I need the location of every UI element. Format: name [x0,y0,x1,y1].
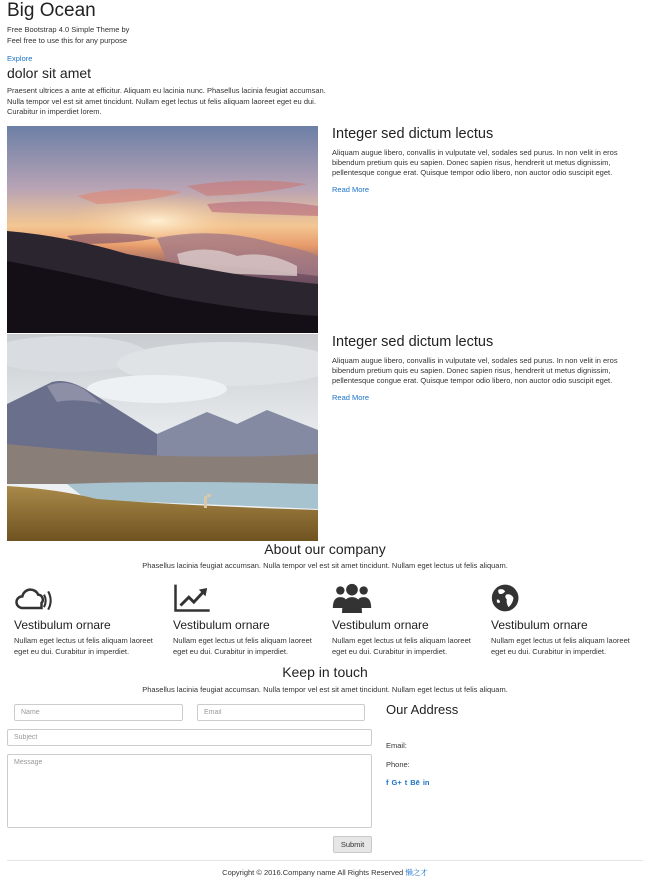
read-more-link[interactable]: Read More [332,185,370,194]
address-phone-label: Phone: [386,760,410,769]
message-textarea[interactable] [7,754,372,828]
users-icon [332,580,372,616]
sunset-mountain-image [7,126,318,333]
google-plus-icon[interactable]: G+ [391,778,402,787]
line-chart-icon [173,580,213,616]
tagline-line-1: Free Bootstrap 4.0 Simple Theme by [7,25,130,34]
service-title: Vestibulum ornare [14,618,111,632]
service-text: Nullam eget lectus ut felis aliquam laoreet eget eu dui. Curabitur in imperdiet. [173,636,312,656]
site-brand: Big Ocean [7,0,96,21]
social-links [386,778,429,788]
service-card [173,580,323,657]
intro-text: Praesent ultrices a ante at efficitur. Aliquam eu lacinia nunc. Phasellus lacinia feugiat accumsan. Nulla tempor vel est sit amet tincidunt. Nullam eget lectus ut felis aliquam laoreet eget eu dui. Curabitur in imperdiet lorem. [7,86,326,116]
twitter-icon[interactable]: t [404,778,408,787]
contact-subtitle: Phasellus lacinia feugiat accumsan. Nulla tempor vel est sit amet tincidunt. Nullam eget lectus ut felis aliquam. [142,685,508,694]
footer-link[interactable]: 懒之才 [405,868,428,877]
linkedin-icon[interactable]: in [422,778,430,787]
feature-block-1 [332,125,622,196]
globe-icon [491,580,531,616]
service-text: Nullam eget lectus ut felis aliquam laoreet eget eu dui. Curabitur in imperdiet. [491,636,630,656]
feature-title: Integer sed dictum lectus [332,126,494,142]
sunset-mountain-illustration [7,126,318,333]
footer [0,868,650,879]
service-card [332,580,482,657]
service-title: Vestibulum ornare [491,618,588,632]
facebook-icon[interactable]: f [386,778,389,787]
mountain-lake-image [7,334,318,541]
tagline-line-2: Feel free to use this for any purpose [7,36,128,45]
subject-input[interactable] [7,729,372,746]
service-card [14,580,164,657]
feature-block-2 [332,333,622,404]
read-more-link[interactable]: Read More [332,393,370,402]
service-text: Nullam eget lectus ut felis aliquam laoreet eget eu dui. Curabitur in imperdiet. [14,636,153,656]
behance-icon[interactable]: Bē [410,778,420,787]
intro-title: dolor sit amet [7,65,92,81]
service-card [491,580,641,657]
contact-title: Keep in touch [282,664,368,680]
address-email-label: Email: [386,741,407,750]
email-input[interactable] [197,704,365,721]
address-title: Our Address [386,702,459,717]
copyright-text: Copyright © 2016.Company name All Rights Reserved [222,868,404,877]
service-text: Nullam eget lectus ut felis aliquam laoreet eget eu dui. Curabitur in imperdiet. [332,636,471,656]
feature-text: Aliquam augue libero, convallis in vulputate vel, sodales sed purus. In non velit in eros bibendum pretium quis eu sapien. Donec sapien risus, hendrerit ut metus dignissim, pellentesque congue erat. Quisque tempor odio libero, non auctor odio suscipit eget. [332,356,618,385]
about-subtitle: Phasellus lacinia feugiat accumsan. Nulla tempor vel est sit amet tincidunt. Nullam eget lectus ut felis aliquam. [142,561,508,570]
mountain-lake-illustration [7,334,318,541]
explore-link[interactable]: Explore [7,54,33,63]
service-title: Vestibulum ornare [173,618,270,632]
cloud-wifi-icon [14,580,54,616]
about-title: About our company [264,541,386,557]
service-title: Vestibulum ornare [332,618,429,632]
footer-divider [7,860,643,861]
feature-text: Aliquam augue libero, convallis in vulputate vel, sodales sed purus. In non velit in eros bibendum pretium quis eu sapien. Donec sapien risus, hendrerit ut metus dignissim, pellentesque congue erat. Quisque tempor odio libero, non auctor odio suscipit eget. [332,148,618,177]
feature-title: Integer sed dictum lectus [332,334,494,350]
submit-button[interactable]: Submit [333,836,372,853]
name-input[interactable] [14,704,183,721]
